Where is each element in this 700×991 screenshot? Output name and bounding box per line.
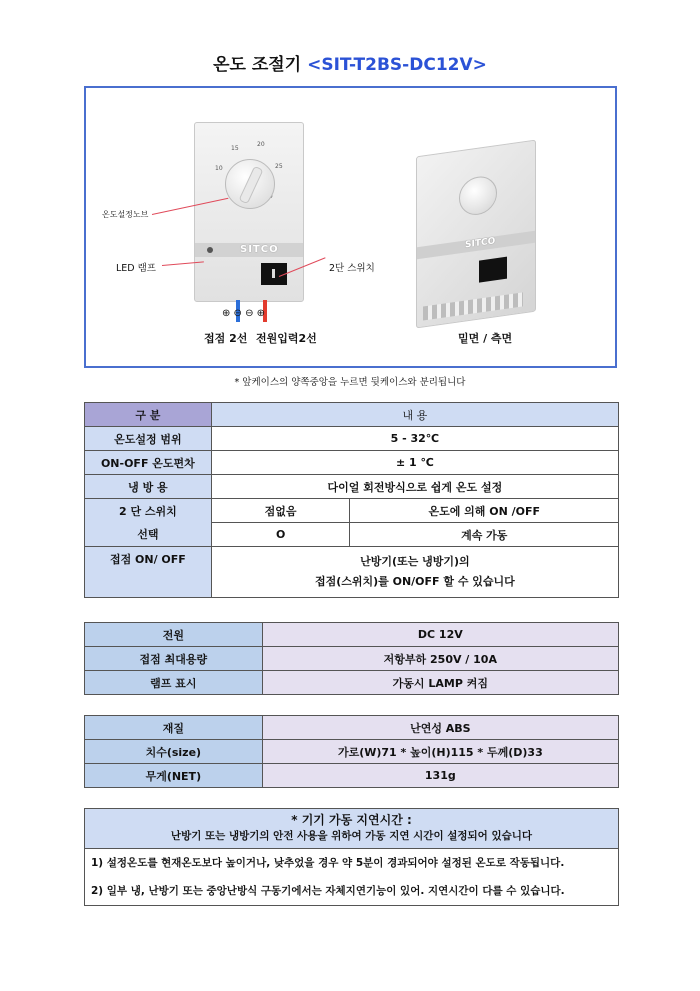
table-row — [85, 427, 619, 451]
case-note: * 앞케이스의 양쪽중앙을 누르면 뒷케이스와 분리됩니다 — [234, 377, 466, 388]
switch-label: 2단 스위치 — [329, 263, 375, 274]
row-label: 무게(NET) — [85, 764, 263, 788]
delay-subtitle: 난방기 또는 냉방기의 안전 사용을 위하여 가동 지연 시간이 설정되어 있습니다 — [170, 830, 533, 842]
row-label: 재질 — [85, 716, 263, 740]
scale-label: 20 — [257, 141, 265, 148]
row-value: DC 12V — [262, 623, 618, 647]
row-label: 치수(size) — [85, 740, 263, 764]
scale-label: 25 — [275, 163, 283, 170]
led-lamp-icon — [207, 247, 213, 253]
spec-table-physical — [84, 715, 619, 788]
row-value: 5 - 32℃ — [211, 427, 618, 451]
table-row — [85, 716, 619, 740]
thermostat-front-image — [194, 122, 304, 302]
table-row — [85, 671, 619, 695]
header-cell: 내 용 — [211, 403, 618, 427]
row-value: ± 1 ℃ — [211, 451, 618, 475]
row-value: 온도에 의해 ON /OFF — [350, 499, 619, 523]
table-row — [85, 623, 619, 647]
title-prefix: 온도 조절기 — [213, 55, 302, 75]
row-value: 점없음 — [211, 499, 350, 523]
power-label: 전원입력2선 — [256, 332, 317, 345]
product-photo-panel — [84, 86, 617, 368]
row-label: 전원 — [85, 623, 263, 647]
row-label: 선택 — [85, 523, 212, 547]
contacts-label: 접점 2선 — [204, 332, 248, 345]
spec-table-main — [84, 402, 619, 598]
brand-logo: SITCO — [240, 244, 279, 255]
table-row — [85, 647, 619, 671]
scale-label: 15 — [231, 145, 239, 152]
table-row — [85, 523, 619, 547]
row-value: 다이얼 회전방식으로 쉽게 온도 설정 — [211, 475, 618, 499]
temperature-knob[interactable] — [225, 159, 275, 209]
row-label: ON-OFF 온도편차 — [85, 451, 212, 475]
row-value: O — [211, 523, 350, 547]
row-value: 난연성 ABS — [262, 716, 618, 740]
led-label: LED 램프 — [116, 263, 156, 274]
delay-line-2: 2) 일부 냉, 난방기 또는 중앙난방식 구동기에서는 자체지연기능이 있어. 지연시간이 다를 수 있습니다. — [91, 885, 565, 897]
delay-notice-box — [84, 808, 619, 906]
spec-table-power — [84, 622, 619, 695]
vent-slots — [423, 292, 523, 320]
row-value: 131g — [262, 764, 618, 788]
row-value — [211, 547, 618, 598]
row-value: 계속 가동 — [350, 523, 619, 547]
table-row — [85, 547, 619, 598]
two-stage-switch — [479, 257, 507, 283]
row-value: 저항부하 250V / 10A — [262, 647, 618, 671]
contact-line-1: 난방기(또는 냉방기)의 — [360, 555, 470, 568]
row-label: 접점 최대용량 — [85, 647, 263, 671]
thermostat-side-image — [416, 140, 536, 329]
delay-title: * 기기 가동 지연시간 : — [291, 813, 412, 827]
table-row — [85, 475, 619, 499]
table-row — [85, 740, 619, 764]
delay-notice-header — [85, 809, 618, 849]
terminal-symbols: ⊕ ⊖ ⊖ ⊕ — [222, 308, 266, 319]
table-row — [85, 499, 619, 523]
row-label: 온도설정 범위 — [85, 427, 212, 451]
row-label: 냉 방 용 — [85, 475, 212, 499]
page-title — [0, 50, 700, 75]
contact-line-2: 접점(스위치)를 ON/OFF 할 수 있습니다 — [314, 575, 515, 588]
brand-band — [417, 231, 535, 260]
row-value: 가로(W)71 * 높이(H)115 * 두께(D)33 — [262, 740, 618, 764]
row-label: 램프 표시 — [85, 671, 263, 695]
table-row — [85, 403, 619, 427]
side-label: 밑면 / 측면 — [458, 332, 513, 345]
table-row — [85, 764, 619, 788]
temperature-knob — [459, 174, 497, 217]
header-cell: 구 분 — [85, 403, 212, 427]
row-label: 접점 ON/ OFF — [85, 547, 212, 598]
delay-line-1: 1) 설정온도를 현재온도보다 높이거나, 낮추었을 경우 약 5분이 경과되어야 설정된 온도로 작동됩니다. — [91, 857, 565, 869]
row-value: 가동시 LAMP 켜짐 — [262, 671, 618, 695]
table-row — [85, 451, 619, 475]
brand-logo: SITCO — [465, 236, 496, 251]
scale-label: 10 — [215, 165, 223, 172]
knob-label: 온도설정노브 — [102, 210, 149, 219]
row-label: 2 단 스위치 — [85, 499, 212, 523]
title-model: <SIT-T2BS-DC12V> — [307, 55, 487, 75]
